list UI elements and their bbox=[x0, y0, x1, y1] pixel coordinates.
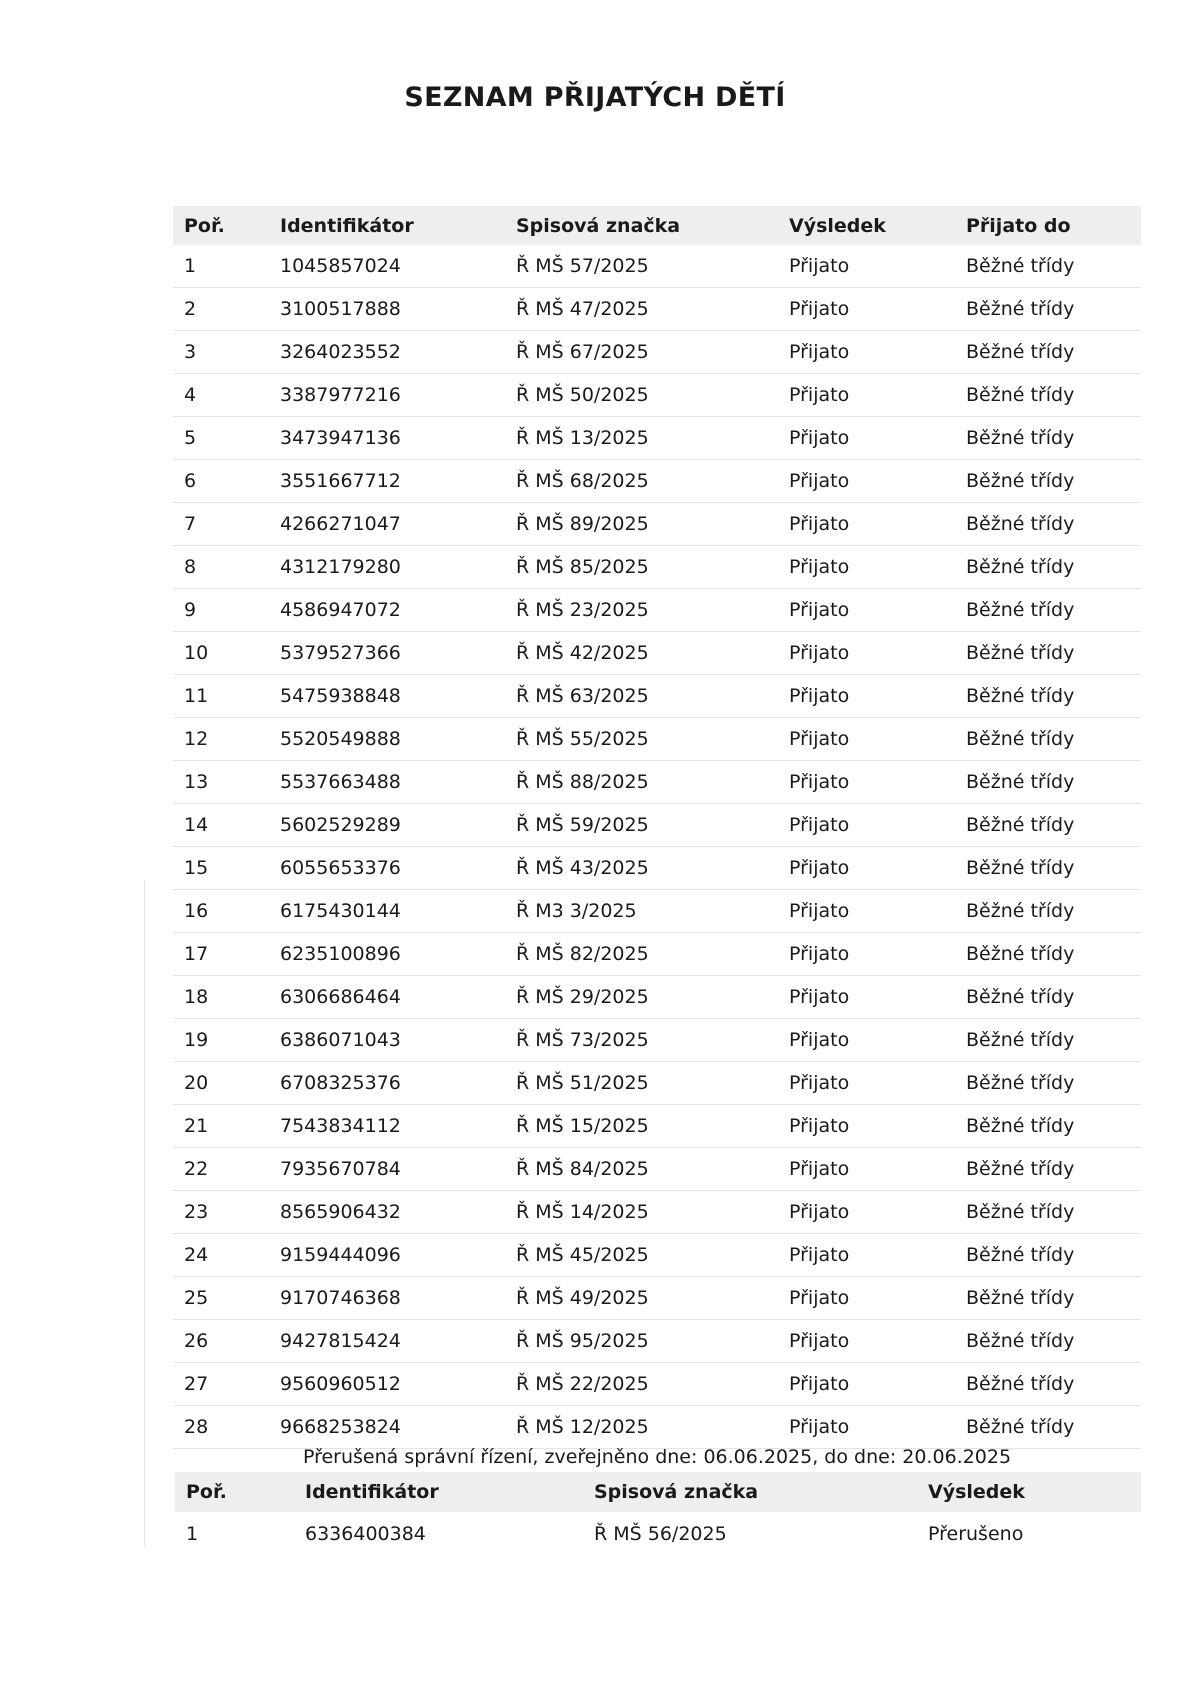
admitted-to-cell: Běžné třídy bbox=[955, 933, 1141, 976]
order-cell: 6 bbox=[173, 460, 269, 503]
admitted-to-cell: Běžné třídy bbox=[955, 761, 1141, 804]
file-number-cell: Ř MŠ 50/2025 bbox=[505, 374, 778, 417]
admitted-to-cell: Běžné třídy bbox=[955, 546, 1141, 589]
result-cell: Přijato bbox=[778, 1105, 955, 1148]
admitted-to-cell: Běžné třídy bbox=[955, 245, 1141, 288]
admitted-to-cell: Běžné třídy bbox=[955, 589, 1141, 632]
result-cell: Přijato bbox=[778, 503, 955, 546]
order-cell: 4 bbox=[173, 374, 269, 417]
file-number-cell: Ř M3 3/2025 bbox=[505, 890, 778, 933]
admitted-to-cell: Běžné třídy bbox=[955, 804, 1141, 847]
identifier-cell: 6386071043 bbox=[269, 1019, 505, 1062]
order-cell: 3 bbox=[173, 331, 269, 374]
file-number-cell: Ř MŠ 43/2025 bbox=[505, 847, 778, 890]
result-cell: Přijato bbox=[778, 1406, 955, 1449]
identifier-cell: 5379527366 bbox=[269, 632, 505, 675]
table-row bbox=[173, 718, 1141, 761]
table-header-row bbox=[175, 1472, 1141, 1512]
admitted-to-cell: Běžné třídy bbox=[955, 1234, 1141, 1277]
result-cell: Přijato bbox=[778, 331, 955, 374]
result-cell: Přerušeno bbox=[928, 1523, 1024, 1545]
result-cell: Přijato bbox=[778, 761, 955, 804]
table-row bbox=[173, 460, 1141, 503]
order-cell: 17 bbox=[173, 933, 269, 976]
identifier-cell: 6175430144 bbox=[269, 890, 505, 933]
admitted-children-table bbox=[173, 206, 1141, 1449]
interrupted-proceedings-note: Přerušená správní řízení, zveřejněno dne: 06.06.2025, do dne: 20.06.2025 bbox=[302, 1446, 1012, 1468]
table-header-row bbox=[173, 206, 1141, 245]
order-cell: 8 bbox=[173, 546, 269, 589]
admitted-to-cell: Běžné třídy bbox=[955, 1191, 1141, 1234]
page-title: SEZNAM PŘIJATÝCH DĚTÍ bbox=[404, 82, 786, 113]
file-number-cell: Ř MŠ 47/2025 bbox=[505, 288, 778, 331]
identifier-cell: 5520549888 bbox=[269, 718, 505, 761]
file-number-cell: Ř MŠ 57/2025 bbox=[505, 245, 778, 288]
identifier-cell: 5602529289 bbox=[269, 804, 505, 847]
identifier-cell: 6055653376 bbox=[269, 847, 505, 890]
file-number-cell: Ř MŠ 59/2025 bbox=[505, 804, 778, 847]
result-cell: Přijato bbox=[778, 675, 955, 718]
admitted-to-cell: Běžné třídy bbox=[955, 374, 1141, 417]
result-cell: Přijato bbox=[778, 1320, 955, 1363]
table-row bbox=[175, 1512, 1141, 1556]
order-cell: 9 bbox=[173, 589, 269, 632]
file-number-cell: Ř MŠ 88/2025 bbox=[505, 761, 778, 804]
result-cell: Přijato bbox=[778, 718, 955, 761]
file-number-cell: Ř MŠ 67/2025 bbox=[505, 331, 778, 374]
admitted-to-cell: Běžné třídy bbox=[955, 417, 1141, 460]
admitted-to-cell: Běžné třídy bbox=[955, 503, 1141, 546]
table-row bbox=[173, 1105, 1141, 1148]
order-cell: 20 bbox=[173, 1062, 269, 1105]
order-cell: 12 bbox=[173, 718, 269, 761]
identifier-cell: 9427815424 bbox=[269, 1320, 505, 1363]
column-header-order: Poř. bbox=[175, 1472, 294, 1512]
table-row bbox=[173, 632, 1141, 675]
result-cell: Přijato bbox=[778, 933, 955, 976]
result-cell: Přijato bbox=[778, 847, 955, 890]
order-cell: 28 bbox=[173, 1406, 269, 1449]
order-cell: 19 bbox=[173, 1019, 269, 1062]
result-cell: Přijato bbox=[778, 1148, 955, 1191]
file-number-cell: Ř MŠ 49/2025 bbox=[505, 1277, 778, 1320]
admitted-to-cell: Běžné třídy bbox=[955, 632, 1141, 675]
table-row bbox=[173, 761, 1141, 804]
identifier-cell: 4586947072 bbox=[269, 589, 505, 632]
table-row bbox=[173, 288, 1141, 331]
order-cell: 2 bbox=[173, 288, 269, 331]
admitted-to-cell: Běžné třídy bbox=[955, 890, 1141, 933]
admitted-to-cell: Běžné třídy bbox=[955, 288, 1141, 331]
identifier-cell: 4312179280 bbox=[269, 546, 505, 589]
result-cell: Přijato bbox=[778, 890, 955, 933]
order-cell: 7 bbox=[173, 503, 269, 546]
result-cell: Přijato bbox=[778, 632, 955, 675]
identifier-cell: 6235100896 bbox=[269, 933, 505, 976]
result-cell: Přijato bbox=[778, 288, 955, 331]
column-header-admitted-to: Přijato do bbox=[955, 206, 1141, 245]
order-cell: 11 bbox=[173, 675, 269, 718]
result-cell: Přijato bbox=[778, 589, 955, 632]
order-cell: 18 bbox=[173, 976, 269, 1019]
file-number-cell: Ř MŠ 68/2025 bbox=[505, 460, 778, 503]
table-row bbox=[173, 546, 1141, 589]
identifier-cell: 4266271047 bbox=[269, 503, 505, 546]
admitted-to-cell: Běžné třídy bbox=[955, 1148, 1141, 1191]
result-cell: Přijato bbox=[778, 1363, 955, 1406]
result-cell: Přijato bbox=[778, 1277, 955, 1320]
column-header-result: Výsledek bbox=[778, 206, 955, 245]
admitted-to-cell: Běžné třídy bbox=[955, 1062, 1141, 1105]
table-row bbox=[173, 976, 1141, 1019]
result-cell: Přijato bbox=[778, 245, 955, 288]
file-number-cell: Ř MŠ 29/2025 bbox=[505, 976, 778, 1019]
result-cell: Přijato bbox=[778, 804, 955, 847]
margin-rule bbox=[144, 880, 145, 1548]
admitted-to-cell: Běžné třídy bbox=[955, 1363, 1141, 1406]
admitted-to-cell: Běžné třídy bbox=[955, 331, 1141, 374]
identifier-cell: 9560960512 bbox=[269, 1363, 505, 1406]
identifier-cell: 6336400384 bbox=[305, 1523, 426, 1545]
identifier-cell: 7935670784 bbox=[269, 1148, 505, 1191]
identifier-cell: 6708325376 bbox=[269, 1062, 505, 1105]
result-cell: Přijato bbox=[778, 417, 955, 460]
identifier-cell: 3264023552 bbox=[269, 331, 505, 374]
file-number-cell: Ř MŠ 82/2025 bbox=[505, 933, 778, 976]
column-header-identifier: Identifikátor bbox=[294, 1472, 583, 1512]
file-number-cell: Ř MŠ 42/2025 bbox=[505, 632, 778, 675]
result-cell: Přijato bbox=[778, 1191, 955, 1234]
order-cell: 23 bbox=[173, 1191, 269, 1234]
interrupted-proceedings-table bbox=[175, 1472, 1141, 1556]
file-number-cell: Ř MŠ 15/2025 bbox=[505, 1105, 778, 1148]
identifier-cell: 9668253824 bbox=[269, 1406, 505, 1449]
file-number-cell: Ř MŠ 22/2025 bbox=[505, 1363, 778, 1406]
order-cell: 24 bbox=[173, 1234, 269, 1277]
table-row bbox=[173, 1191, 1141, 1234]
identifier-cell: 5537663488 bbox=[269, 761, 505, 804]
table-row bbox=[173, 589, 1141, 632]
admitted-to-cell: Běžné třídy bbox=[955, 847, 1141, 890]
table-row bbox=[173, 933, 1141, 976]
identifier-cell: 7543834112 bbox=[269, 1105, 505, 1148]
order-cell: 22 bbox=[173, 1148, 269, 1191]
table-row bbox=[173, 1406, 1141, 1449]
identifier-cell: 8565906432 bbox=[269, 1191, 505, 1234]
order-cell: 21 bbox=[173, 1105, 269, 1148]
order-cell: 26 bbox=[173, 1320, 269, 1363]
admitted-to-cell: Běžné třídy bbox=[955, 1277, 1141, 1320]
file-number-cell: Ř MŠ 45/2025 bbox=[505, 1234, 778, 1277]
file-number-cell: Ř MŠ 95/2025 bbox=[505, 1320, 778, 1363]
admitted-to-cell: Běžné třídy bbox=[955, 976, 1141, 1019]
admitted-to-cell: Běžné třídy bbox=[955, 1105, 1141, 1148]
table-row bbox=[173, 804, 1141, 847]
result-cell: Přijato bbox=[778, 1062, 955, 1105]
table-row bbox=[173, 1234, 1141, 1277]
table-row bbox=[173, 890, 1141, 933]
column-header-order: Poř. bbox=[173, 206, 269, 245]
result-cell: Přijato bbox=[778, 460, 955, 503]
file-number-cell: Ř MŠ 14/2025 bbox=[505, 1191, 778, 1234]
order-cell: 15 bbox=[173, 847, 269, 890]
table-row bbox=[173, 847, 1141, 890]
table-row bbox=[173, 1148, 1141, 1191]
identifier-cell: 5475938848 bbox=[269, 675, 505, 718]
order-cell: 5 bbox=[173, 417, 269, 460]
file-number-cell: Ř MŠ 51/2025 bbox=[505, 1062, 778, 1105]
file-number-cell: Ř MŠ 73/2025 bbox=[505, 1019, 778, 1062]
identifier-cell: 1045857024 bbox=[269, 245, 505, 288]
table-row bbox=[173, 1320, 1141, 1363]
file-number-cell: Ř MŠ 23/2025 bbox=[505, 589, 778, 632]
file-number-cell: Ř MŠ 13/2025 bbox=[505, 417, 778, 460]
admitted-to-cell: Běžné třídy bbox=[955, 1019, 1141, 1062]
table-row bbox=[173, 1363, 1141, 1406]
column-header-file-number: Spisová značka bbox=[505, 206, 778, 245]
table-row bbox=[173, 374, 1141, 417]
admitted-to-cell: Běžné třídy bbox=[955, 675, 1141, 718]
order-cell: 25 bbox=[173, 1277, 269, 1320]
order-cell: 1 bbox=[186, 1523, 199, 1545]
column-header-file-number: Spisová značka bbox=[583, 1472, 917, 1512]
file-number-cell: Ř MŠ 84/2025 bbox=[505, 1148, 778, 1191]
order-cell: 16 bbox=[173, 890, 269, 933]
table-row bbox=[173, 1277, 1141, 1320]
identifier-cell: 9159444096 bbox=[269, 1234, 505, 1277]
table-row bbox=[173, 503, 1141, 546]
identifier-cell: 6306686464 bbox=[269, 976, 505, 1019]
table-row bbox=[173, 245, 1141, 288]
admitted-to-cell: Běžné třídy bbox=[955, 1406, 1141, 1449]
result-cell: Přijato bbox=[778, 374, 955, 417]
admitted-to-cell: Běžné třídy bbox=[955, 718, 1141, 761]
table-row bbox=[173, 331, 1141, 374]
order-cell: 27 bbox=[173, 1363, 269, 1406]
result-cell: Přijato bbox=[778, 1019, 955, 1062]
result-cell: Přijato bbox=[778, 1234, 955, 1277]
admitted-to-cell: Běžné třídy bbox=[955, 460, 1141, 503]
identifier-cell: 3551667712 bbox=[269, 460, 505, 503]
table-row bbox=[173, 1019, 1141, 1062]
order-cell: 14 bbox=[173, 804, 269, 847]
table-row bbox=[173, 1062, 1141, 1105]
identifier-cell: 9170746368 bbox=[269, 1277, 505, 1320]
file-number-cell: Ř MŠ 12/2025 bbox=[505, 1406, 778, 1449]
table-row bbox=[173, 675, 1141, 718]
identifier-cell: 3387977216 bbox=[269, 374, 505, 417]
file-number-cell: Ř MŠ 85/2025 bbox=[505, 546, 778, 589]
order-cell: 1 bbox=[173, 245, 269, 288]
column-header-identifier: Identifikátor bbox=[269, 206, 505, 245]
order-cell: 10 bbox=[173, 632, 269, 675]
file-number-cell: Ř MŠ 89/2025 bbox=[505, 503, 778, 546]
table-row bbox=[173, 417, 1141, 460]
result-cell: Přijato bbox=[778, 546, 955, 589]
column-header-result: Výsledek bbox=[917, 1472, 1141, 1512]
file-number-cell: Ř MŠ 56/2025 bbox=[594, 1523, 727, 1545]
admitted-to-cell: Běžné třídy bbox=[955, 1320, 1141, 1363]
result-cell: Přijato bbox=[778, 976, 955, 1019]
identifier-cell: 3100517888 bbox=[269, 288, 505, 331]
file-number-cell: Ř MŠ 55/2025 bbox=[505, 718, 778, 761]
identifier-cell: 3473947136 bbox=[269, 417, 505, 460]
order-cell: 13 bbox=[173, 761, 269, 804]
file-number-cell: Ř MŠ 63/2025 bbox=[505, 675, 778, 718]
